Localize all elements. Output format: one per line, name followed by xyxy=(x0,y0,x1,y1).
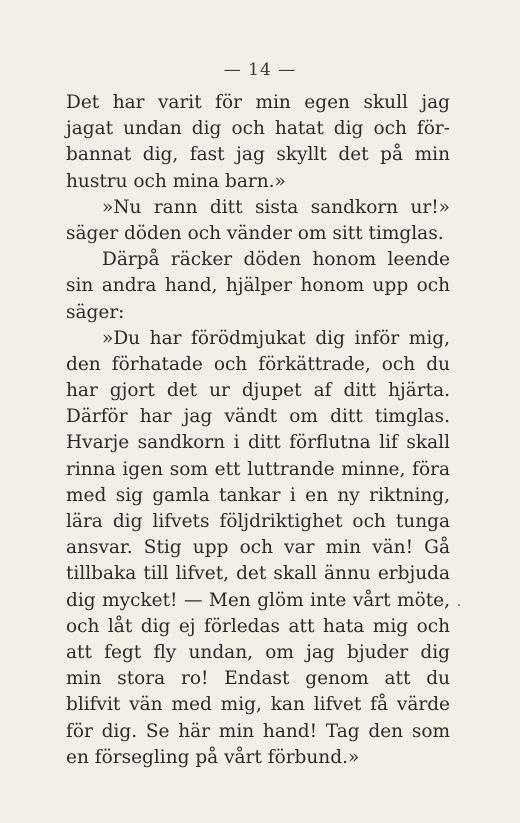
body-text xyxy=(66,90,450,771)
text-line: blifvit vän med mig, kan lifvet få värde xyxy=(66,694,450,716)
text-line: en försegling på vårt förbund.» xyxy=(66,746,360,768)
text-line: Därför har jag vändt om ditt timglas. xyxy=(66,406,450,428)
text-line: »Nu rann ditt sista sandkorn ur!» xyxy=(102,196,450,218)
text-line: att fegt fly undan, om jag bjuder dig xyxy=(66,641,450,663)
text-line: sin andra hand, hjälper honom upp och xyxy=(66,275,450,297)
text-line: tillbaka till lifvet, det skall ännu erbjuda xyxy=(66,563,450,585)
text-line: har gjort det ur djupet af ditt hjärta. xyxy=(66,380,450,402)
text-line: Därpå räcker döden honom leende xyxy=(102,249,450,271)
text-line: min stora ro! Endast genom att du xyxy=(66,668,450,690)
text-line: med sig gamla tankar i en ny riktning, xyxy=(66,484,450,506)
text-line: rinna igen som ett luttrande minne, föra xyxy=(66,458,450,480)
text-line: den förhatade och förkättrade, och du xyxy=(66,353,450,375)
text-line: »Du har förödmjukat dig inför mig, xyxy=(102,327,450,349)
text-line: för dig. Se här min hand! Tag den som xyxy=(66,720,450,742)
text-line: säger: xyxy=(66,301,125,323)
text-line: hustru och mina barn.» xyxy=(66,170,286,192)
text-line: lära dig lifvets följdriktighet och tunga xyxy=(66,511,450,532)
page-number: — 14 — xyxy=(223,60,297,80)
text-line: dig mycket! — Men glöm inte vårt möte, xyxy=(66,589,450,611)
text-line: bannat dig, fast jag skyllt det på min xyxy=(66,144,450,166)
text-line: säger döden och vänder om sitt timglas. xyxy=(66,222,444,244)
text-line: jagat undan dig och hatat dig och för- xyxy=(66,118,450,140)
text-line: Det har varit för min egen skull jag xyxy=(66,92,450,113)
text-line: ansvar. Stig upp och var min vän! Gå xyxy=(66,537,450,559)
text-line: och låt dig ej förledas att hata mig och xyxy=(66,615,450,637)
text-line: Hvarje sandkorn i ditt förflutna lif skall xyxy=(66,432,450,454)
paper-speck xyxy=(458,604,460,606)
